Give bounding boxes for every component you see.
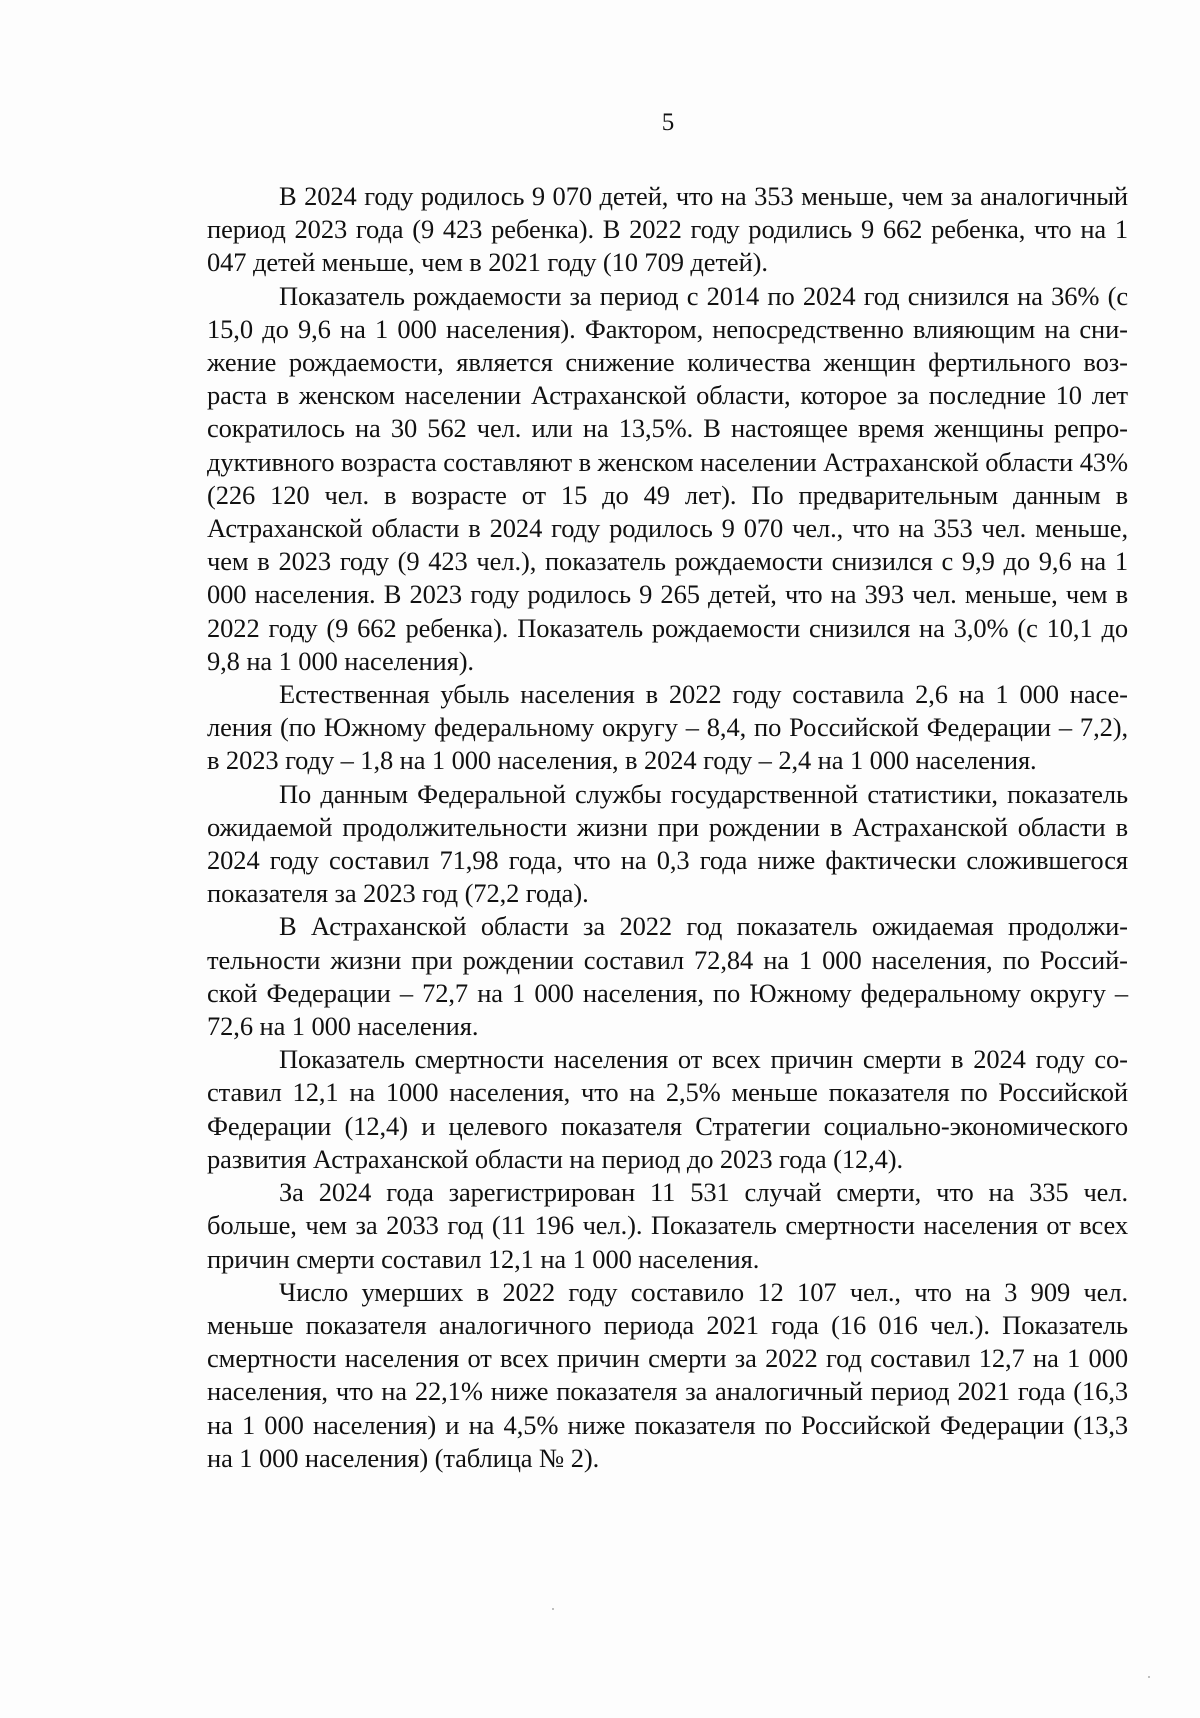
scan-speck	[1148, 1676, 1150, 1678]
paragraph-mortality-rate: Показатель смертности населения от всех причин смерти в 2024 году составил 12,1 на 1000 населения, что на 2,5% меньше показателя по Российской Федерации (12,4) и целевого показателя Стратегии социально-экономического развития Астраханской области на период до 2023 года (12,4).	[207, 1044, 1128, 1174]
paragraph-life-expectancy-2024: По данным Федеральной службы государственной статистики, показатель ожидаемой продолжительности жизни при рождении в Астраханской области в 2024 году составил 71,98 года, что на 0,3 года ниже фактически сложившегося показателя за 2023 год (72,2 года).	[207, 778, 1128, 909]
scan-speck	[552, 1608, 554, 1610]
paragraph-births-2024: В 2024 году родилось 9 070 детей, что на 353 меньше, чем за аналогичный период 2023 года (9 423 ребенка). В 2022 году родились 9 662 ребенка, что на 1 047 детей меньше, чем в 2021 году (10 709 детей).	[207, 181, 1128, 278]
document-body	[207, 180, 1128, 1475]
paragraph-birth-rate: Показатель рождаемости за период с 2014 по 2024 год снизился на 36% (с 15,0 до 9,6 на 1 000 населения). Фактором, непосредственно влияющим на снижение рождаемости, является снижение количества женщин фертильного возраста в женском населении Астраханской области, которое за последние 10 лет сократилось на 30 562 чел. или на 13,5%. В настоящее время женщины репродуктивного возраста составляют в женском населении Астраханской области 43% (226 120 чел. в возрасте от 15 до 49 лет). По предварительным данным в Астраханской области в 2024 году родилось 9 070 чел., что на 353 чел. меньше, чем в 2023 году (9 423 чел.), показатель рождаемости снизился с 9,9 до 9,6 на 1 000 населения. В 2023 году родилось 9 265 детей, что на 393 чел. меньше, чем в 2022 году (9 662 ребенка). Показатель рождаемости снизился на 3,0% (с 10,1 до 9,8 на 1 000 населения).	[207, 280, 1128, 676]
page-number: 5	[661, 109, 675, 136]
paragraph-natural-decrease: Естественная убыль населения в 2022 году составила 2,6 на 1 000 населения (по Южному федеральному округу – 8,4, по Российской Федерации – 7,2), в 2023 году – 1,8 на 1 000 населения, в 2024 году – 2,4 на 1 000 населения.	[207, 679, 1128, 776]
paragraph-deaths-2022: Число умерших в 2022 году составило 12 107 чел., что на 3 909 чел. меньше показателя аналогичного периода 2021 года (16 016 чел.). Показатель смертности населения от всех причин смерти за 2022 год составил 12,7 на 1 000 населения, что на 22,1% ниже показателя за аналогичный период 2021 года (16,3 на 1 000 населения) и на 4,5% ниже показателя по Российской Федерации (13,3 на 1 000 населения) (таблица № 2).	[207, 1276, 1128, 1473]
paragraph-deaths-2024: За 2024 года зарегистрирован 11 531 случай смерти, что на 335 чел. больше, чем за 2033 год (11 196 чел.). Показатель смертности населения от всех причин смерти составил 12,1 на 1 000 населения.	[207, 1177, 1128, 1274]
paragraph-life-expectancy-2022: В Астраханской области за 2022 год показатель ожидаемая продолжительности жизни при рождении составил 72,84 на 1 000 населения, по Российской Федерации – 72,7 на 1 000 населения, по Южному федеральному округу – 72,6 на 1 000 населения.	[207, 911, 1128, 1042]
